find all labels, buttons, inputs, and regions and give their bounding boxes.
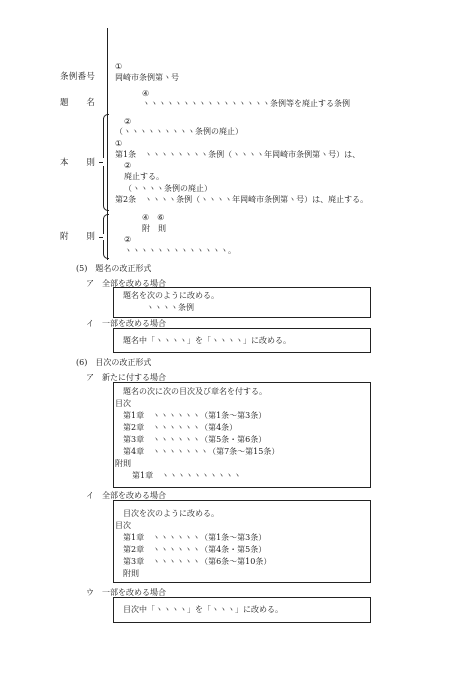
article-1: 第1条 ヽヽヽヽヽヽヽヽ条例（ヽヽヽヽ年岡崎市条例第ヽ号）は、 bbox=[115, 150, 361, 159]
marker-2: ② bbox=[124, 117, 132, 126]
section-6i-label: イ 全部を改める場合 bbox=[86, 491, 166, 500]
label-title: 題 名 bbox=[60, 98, 96, 108]
section-6i-box bbox=[113, 500, 371, 583]
section-6a-box bbox=[113, 382, 371, 488]
box-line: 第4章 ヽヽヽヽヽヽヽ（第7条〜第15条） bbox=[123, 447, 280, 456]
marker-1b: ① bbox=[115, 139, 123, 148]
box-line: 第1章 ヽヽヽヽヽヽ（第1条〜第3条） bbox=[123, 533, 267, 542]
section-5a-box bbox=[113, 287, 371, 318]
section-5i-box bbox=[113, 328, 371, 353]
marker-4: ④ bbox=[142, 89, 150, 98]
box-line: 第3章 ヽヽヽヽヽヽ（第5条・第6条） bbox=[123, 435, 267, 444]
section-5-heading: (5) 題名の改正形式 bbox=[76, 264, 152, 273]
marker-1: ① bbox=[115, 62, 123, 71]
box-line: 附則 bbox=[115, 459, 131, 468]
article-2: 第2条 ヽヽヽヽ条例（ヽヽヽヽ年岡崎市条例第ヽ号）は、廃止する。 bbox=[115, 195, 369, 204]
ordinance-number-text: 岡崎市条例第ヽ号 bbox=[115, 73, 179, 82]
article-1-cont: 廃止する。 bbox=[124, 172, 164, 181]
label-ordinance-number: 条例番号 bbox=[60, 72, 96, 82]
box-line: 目次を次のように改める。 bbox=[123, 509, 219, 518]
section-6a-label: ア 新たに付する場合 bbox=[86, 373, 166, 382]
marker-2b: ② bbox=[124, 161, 132, 170]
caption-1: （ヽヽヽヽヽヽヽヽヽ条例の廃止） bbox=[115, 127, 243, 136]
section-6-heading: (6) 目次の改正形式 bbox=[76, 358, 152, 367]
box-line: 題名を次のように改める。 bbox=[123, 291, 219, 300]
box-line: 目次 bbox=[115, 521, 131, 530]
box-line: 第2章 ヽヽヽヽヽヽ（第4条・第5条） bbox=[123, 545, 267, 554]
section-5i-label: イ 一部を改める場合 bbox=[86, 319, 166, 328]
box-line: 目次 bbox=[115, 399, 131, 408]
box-line: 第2章 ヽヽヽヽヽヽ（第4条） bbox=[123, 423, 238, 432]
supplementary-text: ヽヽヽヽヽヽヽヽヽヽヽヽヽ。 bbox=[124, 246, 236, 255]
box-line: 附則 bbox=[123, 569, 139, 578]
marker-4-6: ④ ⑥ bbox=[142, 213, 165, 222]
box-line: 題名の次に次の目次及び章名を付する。 bbox=[123, 387, 267, 396]
caption-2: （ヽヽヽヽ条例の廃止） bbox=[124, 184, 212, 193]
box-line: 題名中「ヽヽヽヽ」を「ヽヽヽヽ」に改める。 bbox=[123, 336, 291, 345]
supplementary-heading: 附 則 bbox=[142, 224, 166, 233]
vertical-rule bbox=[107, 28, 108, 260]
marker-2c: ② bbox=[124, 235, 132, 244]
box-line: 第3章 ヽヽヽヽヽヽ（第6条〜第10条） bbox=[123, 557, 272, 566]
label-main-provisions: 本 則 bbox=[60, 158, 96, 168]
section-6u-label: ウ 一部を改める場合 bbox=[86, 588, 166, 597]
title-text: ヽヽヽヽヽヽヽヽヽヽヽヽヽヽヽヽ条例等を廃止する条例 bbox=[142, 99, 350, 108]
section-5a-label: ア 全部を改める場合 bbox=[86, 279, 166, 288]
box-line: ヽヽヽヽ条例 bbox=[146, 303, 194, 312]
box-line: 第1章 ヽヽヽヽヽヽ（第1条〜第3条） bbox=[123, 411, 267, 420]
section-6u-box bbox=[113, 597, 371, 623]
box-line: 第1章 ヽヽヽヽヽヽヽヽヽヽ bbox=[132, 471, 242, 480]
box-line: 目次中「ヽヽヽヽ」を「ヽヽヽ」に改める。 bbox=[123, 605, 283, 614]
label-supplementary: 附 則 bbox=[60, 232, 96, 242]
